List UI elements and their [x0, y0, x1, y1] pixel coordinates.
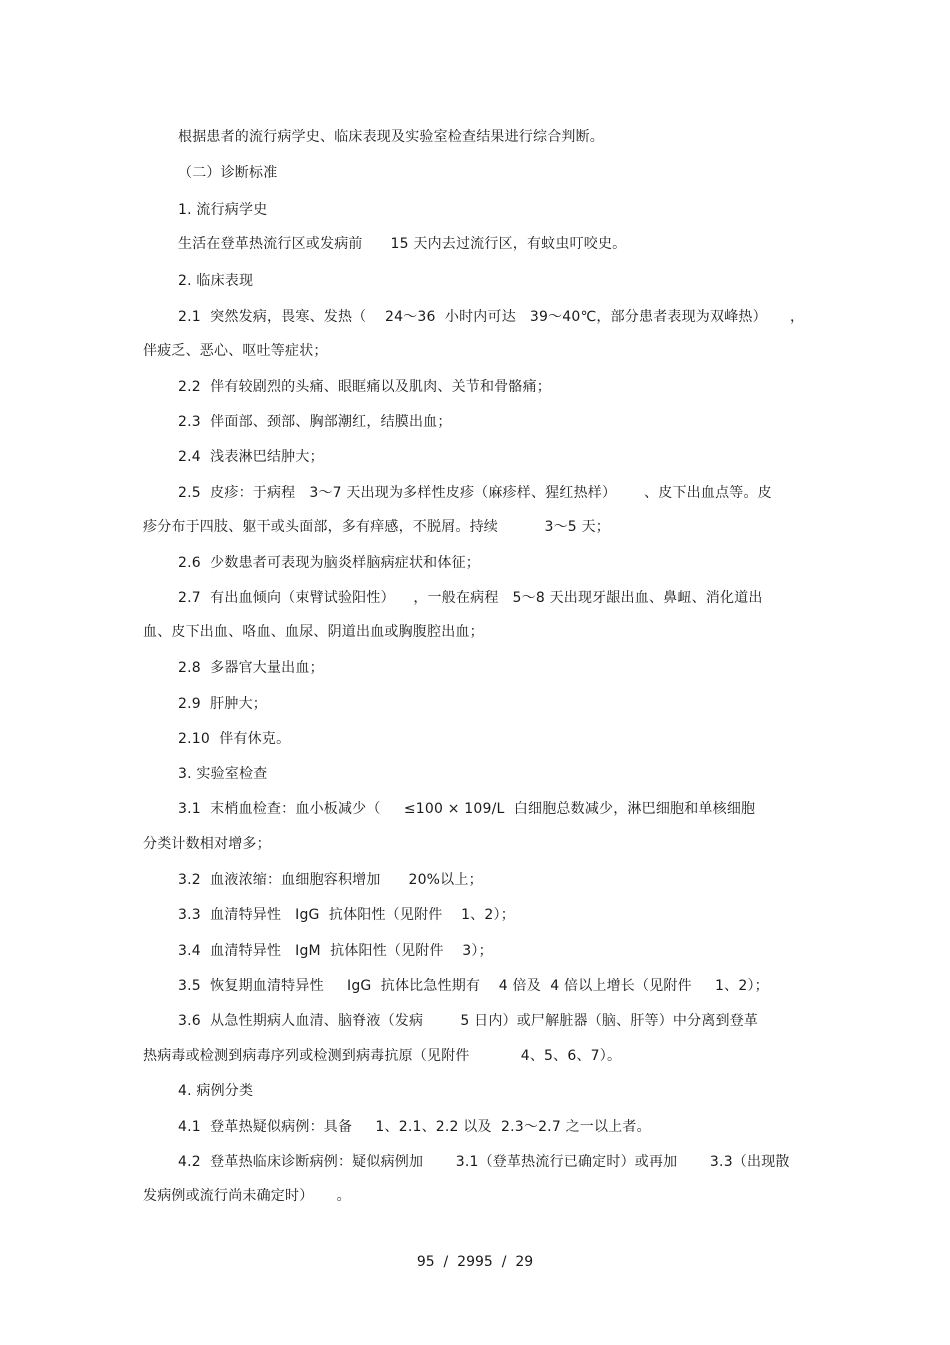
text-line: 生活在登革热流行区或发病前 15 天内去过流行区，有蚊虫叮咬史。	[178, 236, 627, 252]
list-item: 2.8 多器官大量出血；	[178, 660, 324, 676]
list-item: 2.2 伴有较剧烈的头痛、眼眶痛以及肌肉、关节和骨骼痛；	[178, 379, 551, 395]
list-item-continuation: 热病毒或检测到病毒序列或检测到病毒抗原（见附件 4、5、6、7）。	[143, 1048, 622, 1064]
list-item-continuation: 分类计数相对增多；	[143, 836, 271, 852]
subsection-heading: 1. 流行病学史	[178, 202, 268, 218]
list-item: 3.4 血清特异性 IgM 抗体阳性（见附件 3）；	[178, 943, 493, 959]
list-item: 2.1 突然发病，畏寒、发热（ 24～36 小时内可达 39～40℃，部分患者表现为双峰热） ，	[178, 309, 805, 325]
list-item: 3.1 末梢血检查：血小板减少（ ≤100 × 109/L 白细胞总数减少，淋巴细胞和单核细胞	[178, 801, 756, 817]
list-item: 2.4 浅表淋巴结肿大；	[178, 449, 324, 465]
subsection-heading: 2. 临床表现	[178, 273, 254, 289]
page-number: 95 / 2995 / 29	[416, 1254, 534, 1270]
list-item: 2.3 伴面部、颈部、胸部潮红，结膜出血；	[178, 414, 452, 430]
list-item: 2.10 伴有休克。	[178, 731, 291, 747]
list-item: 3.2 血液浓缩：血细胞容积增加 20%以上；	[178, 872, 483, 888]
list-item: 2.5 皮疹：于病程 3～7 天出现为多样性皮疹（麻疹样、猩红热样） 、皮下出血点等。皮	[178, 485, 772, 501]
list-item: 3.6 从急性期病人血清、脑脊液（发病 5 日内）或尸解脏器（脑、肝等）中分离到登革	[178, 1013, 759, 1029]
list-item: 3.3 血清特异性 IgG 抗体阳性（见附件 1、2）；	[178, 907, 515, 923]
subsection-heading: 3. 实验室检查	[178, 766, 268, 782]
list-item: 2.7 有出血倾向（束臂试验阳性） ，一般在病程 5～8 天出现牙龈出血、鼻衄、消化道出	[178, 590, 763, 606]
paragraph-intro: 根据患者的流行病学史、临床表现及实验室检查结果进行综合判断。	[178, 129, 604, 145]
subsection-heading: 4. 病例分类	[178, 1083, 254, 1099]
list-item: 3.5 恢复期血清特异性 IgG 抗体比急性期有 4 倍及 4 倍以上增长（见附件 1、2）；	[178, 978, 769, 994]
list-item-continuation: 发病例或流行尚未确定时） 。	[143, 1188, 351, 1204]
list-item: 2.6 少数患者可表现为脑炎样脑病症状和体征；	[178, 555, 480, 571]
list-item: 4.1 登革热疑似病例：具备 1、2.1、2.2 以及 2.3～2.7 之一以上者。	[178, 1119, 651, 1135]
list-item-continuation: 伴疲乏、恶心、呕吐等症状；	[143, 343, 328, 359]
section-heading: （二）诊断标准	[178, 165, 278, 181]
list-item: 4.2 登革热临床诊断病例：疑似病例加 3.1（登革热流行已确定时）或再加 3.3（出现散	[178, 1154, 790, 1170]
list-item-continuation: 疹分布于四肢、躯干或头面部，多有痒感，不脱屑。持续 3～5 天；	[143, 519, 610, 535]
list-item-continuation: 血、皮下出血、咯血、血尿、阴道出血或胸腹腔出血；	[143, 624, 484, 640]
list-item: 2.9 肝肿大；	[178, 696, 267, 712]
